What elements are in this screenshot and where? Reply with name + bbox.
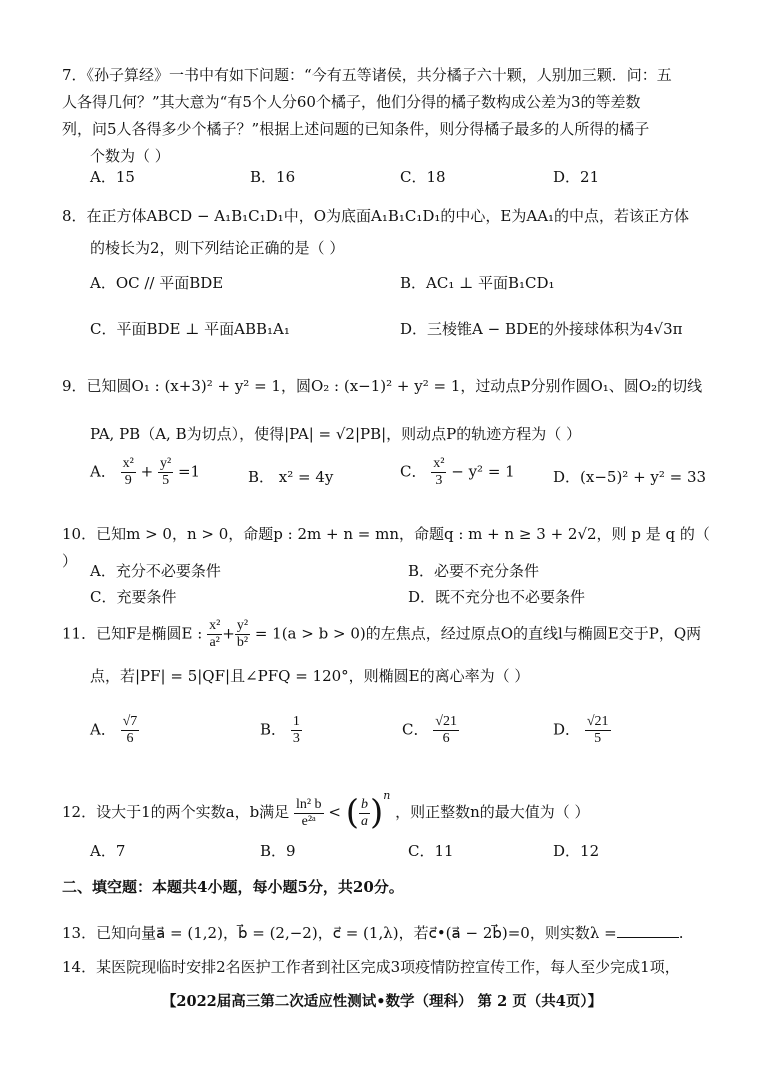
q9-a-plus: + [140,462,154,481]
q7-line-4: 个数为（ ） [90,147,170,165]
q11-option-b[interactable] [260,714,302,747]
q11-post: = 1(a > b > 0)的左焦点，经过原点O的直线l与椭圆E交于P，Q两 [254,624,702,643]
q11-num-1: x² [209,618,221,633]
q11-d-num: √21 [586,714,609,729]
q11-d-label: D． [553,720,581,739]
q9-a-den-1: 9 [124,473,132,488]
q12-option-a[interactable]: A．7 [90,842,126,860]
q10-option-d[interactable]: D．既不充分也不必要条件 [408,588,586,606]
question-12 [62,782,742,833]
q10-option-b[interactable]: B．必要不充分条件 [408,562,540,580]
q12-lt: < [328,803,341,821]
question-14 [62,954,742,981]
q11-pre: 11．已知F是椭圆E : [62,624,203,643]
q9-a-num-1: x² [122,456,134,471]
q9-c-end: − y² = 1 [451,462,515,481]
q13-period: . [678,924,684,942]
q9-line-1: 9．已知圆O₁ : (x+3)² + y² = 1，圆O₂ : (x−1)² + y² = 1，过动点P分别作圆O₁、圆O₂的切线 [62,377,703,395]
q11-num-2: y² [236,618,249,633]
q7-option-d[interactable]: D．21 [553,168,600,186]
question-13 [62,920,742,947]
q11-line-2: 点，若|PF| = 5|QF|且∠PFQ = 120°，则椭圆E的离心率为（ ） [90,667,530,685]
q9-line-2: PA, PB（A, B为切点），使得|PA| = √2|PB|，则动点P的轨迹方程为（ ） [90,425,582,443]
q9-c-num: x² [433,456,445,471]
question-9 [62,362,712,458]
q12-frac-1 [294,797,324,830]
q11-frac-2 [235,618,250,651]
q11-option-c[interactable] [402,714,459,747]
q9-c-label: C． [400,462,427,481]
q12-post: ，则正整数n的最大值为（ ） [395,803,590,821]
q12-option-b[interactable]: B．9 [260,842,296,860]
q11-den-2: b² [236,635,249,650]
q7-option-a[interactable]: A．15 [90,168,135,186]
q11-option-a[interactable] [90,714,139,747]
q11-b-num: 1 [292,714,300,729]
q12-line-1 [62,782,742,833]
q12-num-2: b [360,796,368,812]
q8-option-a[interactable]: A．OC // 平面BDE [90,274,224,292]
q14-line-1: 14．某医院现临时安排2名医护工作者到社区完成3项疫情防控宣传工作，每人至少完成1项， [62,958,680,976]
q8-line-1: 8．在正方体ABCD − A₁B₁C₁D₁中，O为底面A₁B₁C₁D₁的中心，E为AA₁的中点，若该正方体 [62,207,690,225]
q11-c-num: √21 [435,714,457,729]
q12-option-d[interactable]: D．12 [553,842,600,860]
question-11 [62,618,742,690]
section-2-heading: 二、填空题：本题共4小题，每小题5分，共20分。 [62,878,404,896]
q9-a-frac-2 [158,456,173,489]
q11-c-label: C． [402,720,429,739]
q11-frac-1 [207,618,222,651]
q11-c-den: 6 [442,731,450,746]
q12-option-c[interactable]: C．11 [408,842,454,860]
q11-b-label: B． [260,720,287,739]
q11-a-den: 6 [126,731,134,746]
q8-option-b[interactable]: B．AC₁ ⊥ 平面B₁CD₁ [400,274,555,292]
q7-option-b[interactable]: B．16 [250,168,296,186]
q9-c-frac [431,456,446,489]
q8-option-d[interactable]: D．三棱锥A − BDE的外接球体积为4√3π [400,320,683,338]
q9-option-b[interactable]: B． x² = 4y [248,468,334,486]
q9-a-label: A． [90,462,116,481]
page-footer: 【2022届高三第二次适应性测试•数学（理科） 第 2 页（共4页）】 [161,993,603,1010]
q9-c-den: 3 [435,473,443,488]
q11-a-label: A． [90,720,116,739]
q7-line-3: 列，问5人各得多少个橘子？”根据上述问题的已知条件，则分得橘子最多的人所得的橘子 [62,120,650,138]
q12-num-1: ln² b [295,796,322,812]
q11-b-frac [291,714,302,747]
q9-option-c[interactable] [400,456,515,489]
q11-c-frac [433,714,459,747]
question-7 [62,62,712,170]
q9-option-a[interactable] [90,456,200,489]
q7-option-c[interactable]: C．18 [400,168,446,186]
q12-exponent: n [383,789,391,802]
q13-answer-blank[interactable] [617,923,679,938]
q12-paren-close: ) [369,792,384,833]
q10-option-c[interactable]: C．充要条件 [90,588,177,606]
q9-option-d[interactable]: D．(x−5)² + y² = 33 [553,468,707,486]
q12-den-2: a [360,813,368,829]
q9-a-frac-1 [121,456,136,489]
q11-d-den: 5 [594,731,602,746]
q11-line-1 [62,618,742,651]
q9-a-end: =1 [177,462,201,481]
q8-option-c[interactable]: C．平面BDE ⊥ 平面ABB₁A₁ [90,320,290,338]
q9-a-num-2: y² [159,456,172,471]
q10-option-a[interactable]: A．充分不必要条件 [90,562,221,580]
q12-paren-open: ( [345,792,359,833]
q11-plus: + [222,624,235,643]
q13-text: 13．已知向量a⃗ = (1,2)，b⃗ = (2,−2)，c⃗ = (1,λ)，若c⃗•(a⃗ − 2b⃗)=0，则实数λ = [62,924,617,942]
q12-den-1: e²ᵃ [301,813,316,829]
q9-a-den-2: 5 [162,473,170,488]
q12-pre: 12．设大于1的两个实数a，b满足 [62,803,290,821]
q10-line-1: 10．已知m > 0，n > 0，命题p : 2m + n = mn，命题q : m + n ≥ 3 + 2√2，则 p 是 q 的（ ） [62,525,710,570]
q7-line-1: 7．《孙子算经》一书中有如下问题：“今有五等诸侯，共分橘子六十颗，人别加三颗．问：五 [62,66,672,84]
q12-frac-2 [359,797,370,830]
question-8 [62,200,712,264]
q11-a-frac [121,714,140,747]
q7-line-2: 人各得几何？”其大意为“有5个人分60个橘子，他们分得的橘子数构成公差为3的等差数 [62,93,641,111]
q11-option-d[interactable] [553,714,611,747]
q11-d-frac [585,714,611,747]
q8-line-2: 的棱长为2，则下列结论正确的是（ ） [90,239,345,257]
q11-den-1: a² [209,635,220,650]
q11-a-num: √7 [122,714,138,729]
q11-b-den: 3 [292,731,300,746]
